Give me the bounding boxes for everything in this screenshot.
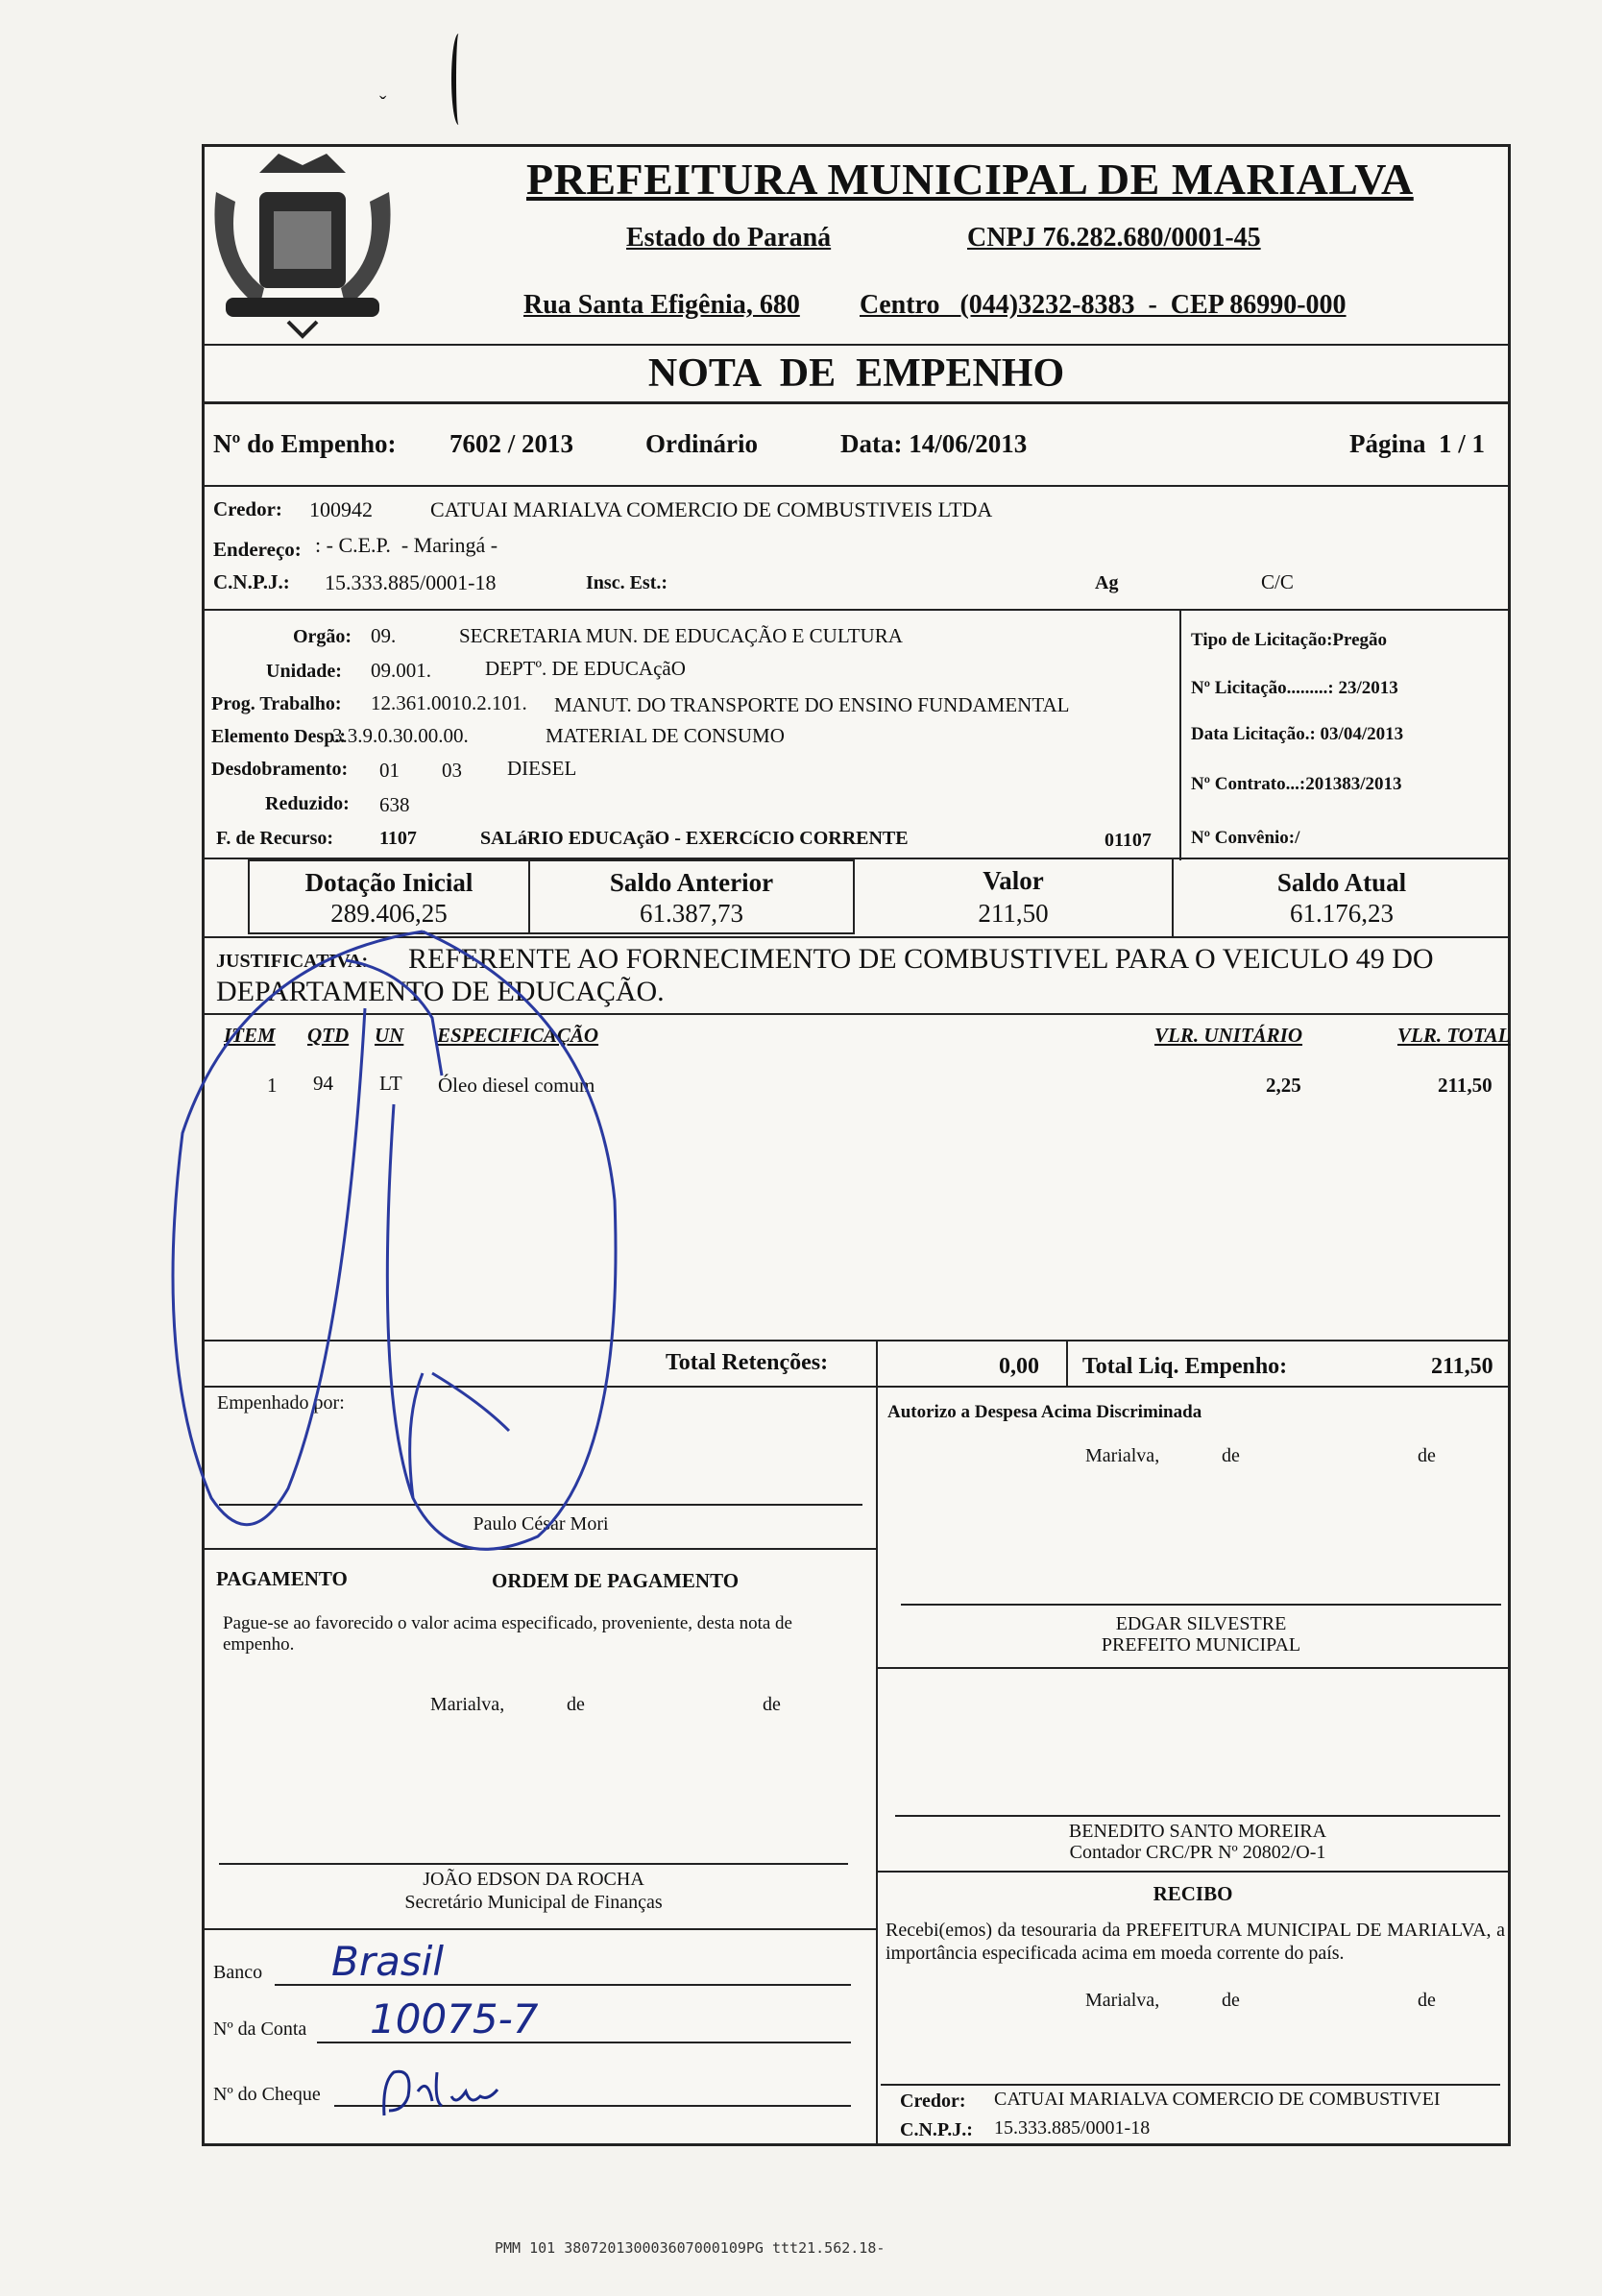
row-unit-value: 2,25 xyxy=(1266,1074,1301,1097)
footer-code: PMM 101 380720130003607000109PG ttt21.562.18- xyxy=(495,2239,886,2257)
dotacao-label: Dotação Inicial xyxy=(304,868,473,897)
reduzido-label: Reduzido: xyxy=(265,793,350,814)
liq-label: Total Liq. Empenho: xyxy=(1082,1354,1288,1379)
recurso-number: 01107 xyxy=(1104,830,1152,851)
licitacao-numero: Nº Licitação.........: 23/2013 xyxy=(1191,678,1398,698)
orgao-label: Orgão: xyxy=(293,626,352,647)
desdob-label: Desdobramento: xyxy=(211,759,349,780)
doc-title: NOTA DE EMPENHO xyxy=(647,351,1065,396)
prefeito-title: PREFEITO MUNICIPAL xyxy=(1101,1634,1301,1656)
divider xyxy=(1066,1340,1068,1388)
saldo-atual-label: Saldo Atual xyxy=(1276,868,1407,897)
credor-name: CATUAI MARIALVA COMERCIO DE COMBUSTIVEIS LTDA xyxy=(430,497,993,521)
unidade-code: 09.001. xyxy=(371,659,431,682)
empenho-number: 7602 / 2013 xyxy=(449,429,574,458)
convenio-numero: Nº Convênio:/ xyxy=(1191,828,1300,848)
autorizo-de-2: de xyxy=(1418,1445,1436,1466)
footer-cnpj: 15.333.885/0001-18 xyxy=(994,2117,1151,2139)
licitacao-tipo: Tipo de Licitação:Pregão xyxy=(1191,630,1388,650)
saldo-atual-value: 61.176,23 xyxy=(1290,899,1394,928)
recibo-de-2: de xyxy=(1418,1990,1436,2011)
divider xyxy=(202,936,1511,938)
row-spec: Óleo diesel comum xyxy=(438,1074,595,1097)
conta-handwriting: 10075-7 xyxy=(370,1995,539,2042)
recurso-name: SALáRIO EDUCAçãO - EXERCíCIO CORRENTE xyxy=(480,828,909,849)
col-un-header: UN xyxy=(375,1024,404,1047)
cheque-label: Nº do Cheque xyxy=(213,2084,321,2105)
contador-name: BENEDITO SANTO MOREIRA xyxy=(1068,1821,1327,1842)
autorizo-de-1: de xyxy=(1222,1445,1240,1466)
divider xyxy=(876,1667,1510,1669)
stray-mark: ˇ xyxy=(379,91,387,115)
orgao-code: 09. xyxy=(371,624,397,647)
saldo-anterior-label: Saldo Anterior xyxy=(609,868,774,897)
banco-label: Banco xyxy=(213,1962,263,1983)
credor-code: 100942 xyxy=(309,497,373,521)
secretario-title: Secretário Municipal de Finanças xyxy=(404,1892,663,1913)
address-street: Rua Santa Efigênia, 680 xyxy=(523,290,800,320)
row-item: 1 xyxy=(267,1074,278,1097)
address-rest: Centro (044)3232-8383 - CEP 86990-000 xyxy=(860,290,1347,320)
cnpj-label: C.N.P.J.: xyxy=(213,570,290,593)
pagamento-label: PAGAMENTO xyxy=(216,1567,348,1590)
retencoes-label: Total Retenções: xyxy=(666,1350,829,1375)
autorizo-city: Marialva, xyxy=(1085,1445,1160,1466)
recurso-code: 1107 xyxy=(379,828,417,849)
empenho-label: Nº do Empenho: xyxy=(213,429,397,458)
recurso-label: F. de Recurso: xyxy=(216,828,334,849)
divider xyxy=(202,1386,1511,1388)
signature-line xyxy=(219,1504,862,1506)
footer-cnpj-label: C.N.P.J.: xyxy=(900,2119,973,2140)
prog-code: 12.361.0010.2.101. xyxy=(371,691,527,714)
divider xyxy=(202,609,1511,611)
divider xyxy=(202,1928,877,1930)
coat-of-arms-icon xyxy=(206,154,399,341)
pague-text: Pague-se ao favorecido o valor acima especificado, proveniente, desta nota de empenho. xyxy=(223,1613,792,1655)
recibo-label: RECIBO xyxy=(1153,1882,1233,1905)
desdob-a: 01 xyxy=(379,759,400,782)
empenhado-name: Paulo César Mori xyxy=(473,1513,609,1535)
credor-address: : - C.E.P. - Maringá - xyxy=(315,533,498,557)
cnpj-header: CNPJ 76.282.680/0001-45 xyxy=(967,223,1261,253)
conta-label: Nº da Conta xyxy=(213,2018,307,2040)
prefeito-name: EDGAR SILVESTRE xyxy=(1115,1613,1287,1634)
prefeitura-title: PREFEITURA MUNICIPAL DE MARIALVA xyxy=(526,155,1414,204)
justificativa-text-2: DEPARTAMENTO DE EDUCAÇÃO. xyxy=(216,976,665,1007)
reduzido-value: 638 xyxy=(379,793,410,816)
banco-handwriting: Brasil xyxy=(331,1938,445,1985)
ordem-label: ORDEM DE PAGAMENTO xyxy=(492,1569,740,1592)
footer-credor-name: CATUAI MARIALVA COMERCIO DE COMBUSTIVEI xyxy=(994,2089,1441,2110)
col-total-header: VLR. TOTAL xyxy=(1397,1024,1511,1047)
divider xyxy=(1179,609,1181,860)
credor-cnpj: 15.333.885/0001-18 xyxy=(325,570,497,594)
divider xyxy=(202,485,1511,487)
desdob-b: 03 xyxy=(442,759,462,782)
unidade-name: DEPTº. DE EDUCAçãO xyxy=(485,657,686,680)
credor-label: Credor: xyxy=(213,497,282,520)
page-number: Página 1 / 1 xyxy=(1349,429,1486,458)
divider xyxy=(202,1340,1511,1341)
divider xyxy=(876,1340,878,1388)
orgao-name: SECRETARIA MUN. DE EDUCAÇÃO E CULTURA xyxy=(459,624,903,647)
unidade-label: Unidade: xyxy=(266,661,342,682)
signature-line xyxy=(901,1604,1501,1606)
row-qtd: 94 xyxy=(313,1072,333,1095)
valor-value: 211,50 xyxy=(978,899,1049,928)
contrato-numero: Nº Contrato...:201383/2013 xyxy=(1191,774,1402,794)
divider xyxy=(202,1013,1511,1015)
prog-name: MANUT. DO TRANSPORTE DO ENSINO FUNDAMENTAL xyxy=(554,693,1070,716)
divider xyxy=(202,1548,877,1550)
prog-label: Prog. Trabalho: xyxy=(211,693,342,714)
col-item-header: ITEM xyxy=(224,1024,276,1047)
contador-title: Contador CRC/PR Nº 20802/O-1 xyxy=(1069,1842,1326,1863)
col-spec-header: ESPECIFICAÇÃO xyxy=(437,1024,599,1047)
secretario-name: JOÃO EDSON DA ROCHA xyxy=(423,1869,644,1890)
pagamento-de-1: de xyxy=(567,1694,585,1715)
empenhado-label: Empenhado por: xyxy=(217,1392,345,1414)
empenho-type: Ordinário xyxy=(645,429,759,458)
divider xyxy=(876,1871,1510,1873)
ag-label: Ag xyxy=(1095,572,1119,593)
pagamento-city: Marialva, xyxy=(430,1694,505,1715)
address-label: Endereço: xyxy=(213,538,302,561)
liq-value: 211,50 xyxy=(1431,1354,1493,1379)
footer-credor-label: Credor: xyxy=(900,2091,966,2112)
empenho-date: Data: 14/06/2013 xyxy=(840,429,1028,458)
cc-label: C/C xyxy=(1261,570,1294,593)
signature-line xyxy=(881,2084,1500,2086)
justificativa-text-1: REFERENTE AO FORNECIMENTO DE COMBUSTIVEL PARA O VEICULO 49 DO xyxy=(408,943,1434,975)
row-un: LT xyxy=(379,1072,402,1095)
recibo-de-1: de xyxy=(1222,1990,1240,2011)
retencoes-value: 0,00 xyxy=(999,1354,1039,1379)
pagamento-de-2: de xyxy=(763,1694,781,1715)
dotacao-value: 289.406,25 xyxy=(330,899,448,928)
signature-line xyxy=(219,1863,848,1865)
divider xyxy=(202,401,1511,404)
elemento-name: MATERIAL DE CONSUMO xyxy=(546,724,785,747)
elemento-code: 3.3.9.0.30.00.00. xyxy=(332,724,469,747)
row-total-value: 211,50 xyxy=(1438,1074,1493,1097)
signature-line xyxy=(895,1815,1500,1817)
col-qtd-header: QTD xyxy=(307,1024,350,1047)
valor-label: Valor xyxy=(983,866,1044,895)
cheque-signature xyxy=(375,2063,509,2120)
divider xyxy=(876,1386,878,2146)
justificativa-label: JUSTIFICATIVA: xyxy=(216,951,369,972)
state-name: Estado do Paraná xyxy=(626,223,832,253)
recibo-city: Marialva, xyxy=(1085,1990,1160,2011)
stray-bracket xyxy=(451,34,466,125)
elemento-label: Elemento Desp.: xyxy=(211,726,346,747)
divider xyxy=(202,344,1511,346)
saldo-anterior-value: 61.387,73 xyxy=(640,899,743,928)
autorizo-label: Autorizo a Despesa Acima Discriminada xyxy=(887,1402,1202,1422)
desdob-name: DIESEL xyxy=(507,757,577,780)
ie-label: Insc. Est.: xyxy=(586,572,668,593)
licitacao-data: Data Licitação.: 03/04/2013 xyxy=(1191,724,1404,744)
recibo-text: Recebi(emos) da tesouraria da PREFEITURA MUNICIPAL DE MARIALVA, a importância especificada acima em moeda corrente do país. xyxy=(886,1920,1505,1964)
col-unit-header: VLR. UNITÁRIO xyxy=(1154,1024,1303,1047)
